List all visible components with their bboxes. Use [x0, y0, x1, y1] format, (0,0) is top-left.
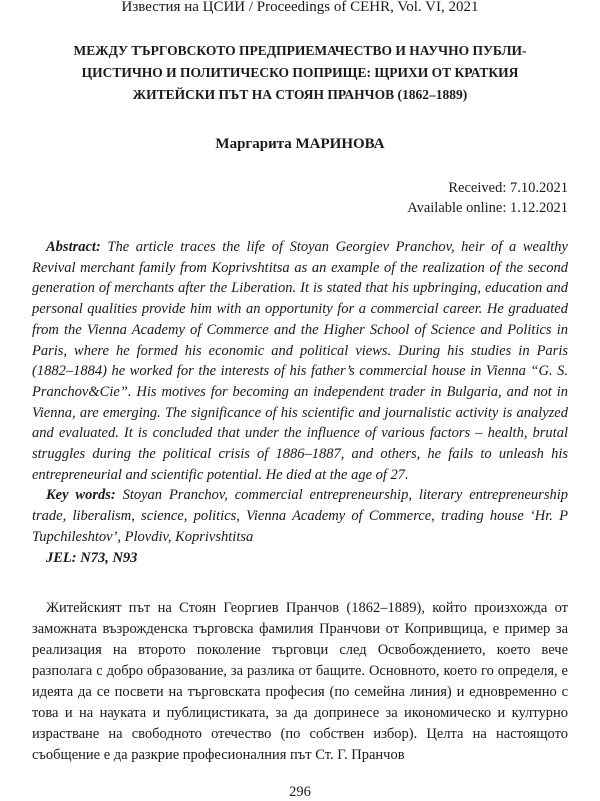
article-title — [32, 40, 568, 106]
title-line: МЕЖДУ ТЪРГОВСКОТО ПРЕДПРИЕМАЧЕСТВО И НАУЧНО ПУБЛИ- — [73, 43, 527, 58]
keywords-paragraph — [32, 485, 568, 547]
author-name: Маргарита МАРИНОВА — [215, 136, 385, 152]
keywords-label: Key words: — [46, 487, 116, 504]
abstract-paragraph — [32, 237, 568, 485]
keywords-text: Stoyan Pranchov, commercial entrepreneurship, literary entrepreneurship trade, liberalism, science, politics, Vienna Academy of Commerce, trading house ‘Hr. P Tupchileshtov’, Plovdiv, Koprivshtitsa — [32, 487, 568, 545]
page-number: 296 — [289, 784, 311, 800]
running-header: Известия на ЦСИИ / Proceedings of CEHR, Vol. VI, 2021 — [121, 0, 479, 15]
abstract-section — [32, 237, 568, 568]
abstract-text: The article traces the life of Stoyan Georgiev Pranchov, heir of a wealthy Revival merchant family from Koprivshtitsa as an example of the realization of the second generation of merchants after the Liberation. It is stated that his upbringing, education and personal qualities provide him with an opportunity for a commercial career. He graduated from the Vienna Academy of Commerce and the Higher School of Science and Politics in Paris, where he formed his economic and political views. During his studies in Paris (1882–1884) he worked for the interests of his father’s commercial house in Vienna “G. S. Pranchov&Cie”. His motives for becoming an independent trader in Bulgaria, and not in Vienna, are emerging. The significance of his scientific and journalistic activity is analyzed and evaluated. It is concluded that under the influence of various factors – health, brutal struggles during the political crisis of 1886–1887, and others, he fails to unleash his entrepreneurial and scientific potential. He died at the age of 27. — [32, 239, 568, 483]
body-paragraph: Житейският път на Стоян Георгиев Пранчов (1862–1889), който произхожда от заможната възрожденска търговска фамилия Пранчови от Копривщица, е пример за реализация на второто поколение търговци след Освобождението, което вече разполага с добро образование, за разлика от бащите. Основното, което го определя, е идеята да се посвети на търговската професия (по семейна линия) и едновременно с това и на науката и публицистиката, за да допринесе за икономическо и културно израстване на свободното отечество (по собствен избор). Целта на настоящото съобщение е да разкрие професионалния път Ст. Г. Пранчов — [32, 600, 568, 763]
title-line: ЦИСТИЧНО И ПОЛИТИЧЕСКО ПОПРИЩЕ: ЩРИХИ ОТ КРАТКИЯ — [81, 65, 519, 80]
received-date: Received: 7.10.2021 — [448, 180, 568, 196]
available-date: Available online: 1.12.2021 — [407, 200, 568, 216]
abstract-label: Abstract: — [46, 239, 101, 255]
publication-dates — [407, 178, 568, 218]
document-page — [32, 0, 568, 800]
jel-codes: JEL: N73, N93 — [46, 549, 138, 566]
title-line: ЖИТЕЙСКИ ПЪТ НА СТОЯН ПРАНЧОВ (1862–1889) — [132, 87, 468, 102]
